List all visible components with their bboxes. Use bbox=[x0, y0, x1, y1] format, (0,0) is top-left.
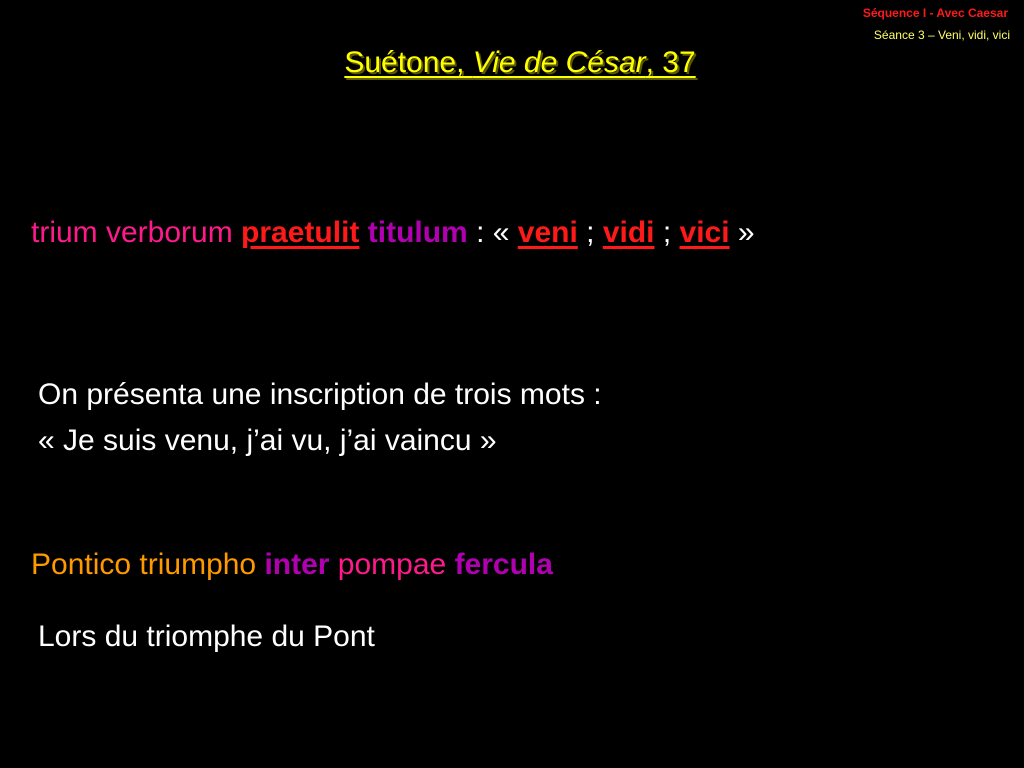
title-author: Suétone, bbox=[344, 46, 473, 79]
latin2-inter: inter bbox=[264, 548, 330, 581]
translation-1 bbox=[38, 372, 602, 464]
title-chapter: , 37 bbox=[645, 46, 696, 79]
seance-header: Séance 3 – Veni, vidi, vici bbox=[873, 28, 1010, 42]
latin-quote-2 bbox=[31, 548, 553, 582]
latin1-sep-1: ; bbox=[577, 216, 603, 249]
latin1-vici: vici bbox=[679, 216, 730, 249]
translation-1-line-2: « Je suis venu, j’ai vu, j’ai vaincu » bbox=[38, 424, 497, 457]
latin1-open-quote: : « bbox=[467, 216, 518, 249]
sequence-header: Séquence I - Avec Caesar bbox=[862, 6, 1008, 20]
slide-title bbox=[0, 46, 1024, 80]
latin1-close-quote: » bbox=[729, 216, 755, 249]
translation-1-line-1: On présenta une inscription de trois mots : bbox=[38, 378, 602, 411]
latin1-sep-2: ; bbox=[654, 216, 680, 249]
latin-quote-1 bbox=[31, 216, 755, 250]
translation-2: Lors du triomphe du Pont bbox=[38, 620, 375, 653]
latin1-praetulit: praetulit bbox=[241, 216, 360, 249]
latin2-pompae: pompae bbox=[329, 548, 455, 581]
latin1-part1: trium verborum bbox=[31, 216, 242, 249]
latin1-titulum: titulum bbox=[367, 216, 468, 249]
latin1-veni: veni bbox=[517, 216, 578, 249]
latin1-vidi: vidi bbox=[602, 216, 655, 249]
latin2-fercula: fercula bbox=[454, 548, 553, 581]
title-work: Vie de César bbox=[472, 46, 646, 79]
latin2-part1: Pontico triumpho bbox=[31, 548, 265, 581]
latin1-space bbox=[359, 216, 367, 249]
